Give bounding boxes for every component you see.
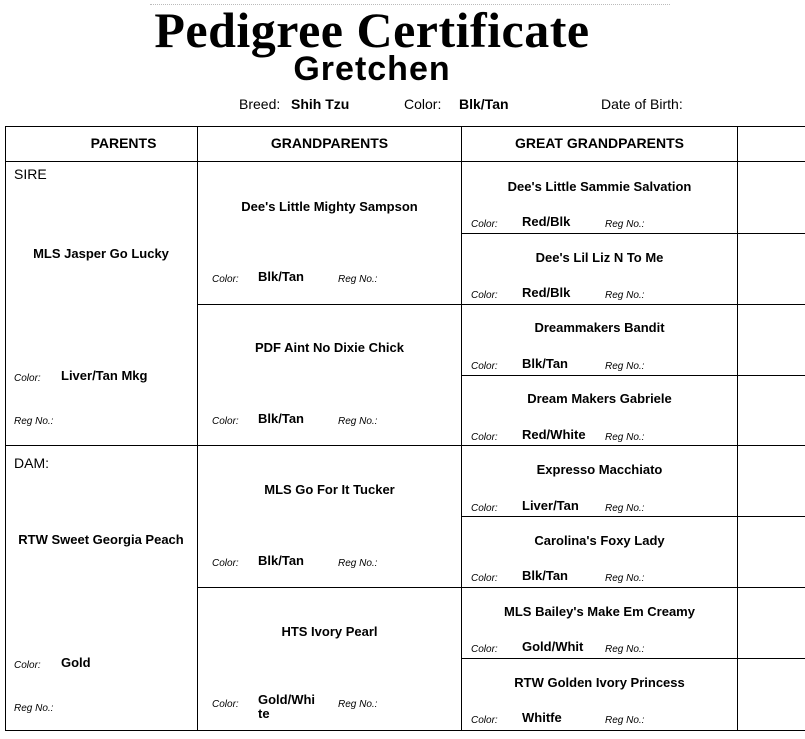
great-grandparent-color-value: Whitfe xyxy=(522,710,562,725)
ggp-divider-2 xyxy=(461,375,805,376)
great-grandparent-name: RTW Golden Ivory Princess xyxy=(514,675,685,690)
great-grandparent-color-value: Blk/Tan xyxy=(522,568,568,583)
great-grandparent-reg-label: Reg No.: xyxy=(605,503,645,514)
pedigree-table xyxy=(5,126,805,731)
great-grandparent-reg-label: Reg No.: xyxy=(605,715,645,726)
great-grandparent-color-value: Red/Blk xyxy=(522,214,571,229)
sire-name: MLS Jasper Go Lucky xyxy=(33,246,169,261)
certificate-title: Pedigree Certificate xyxy=(154,2,590,58)
sire-label: SIRE xyxy=(14,166,47,182)
dam-color-value: Gold xyxy=(61,655,91,670)
great-grandparent-reg-label: Reg No.: xyxy=(605,290,645,301)
great-grandparent-color-value: Red/White xyxy=(522,427,586,442)
col-divider-2 xyxy=(461,126,462,731)
great-grandparent-color-label: Color: xyxy=(471,361,498,372)
grandparent-name: PDF Aint No Dixie Chick xyxy=(254,340,405,355)
grandparent-color-label: Color: xyxy=(212,416,239,427)
col-divider-1 xyxy=(197,126,198,731)
dam-name: RTW Sweet Georgia Peach xyxy=(18,532,184,547)
ggp-divider-1 xyxy=(461,233,805,234)
grandparent-color-value: Gold/Whi te xyxy=(258,692,316,721)
great-grandparent-color-label: Color: xyxy=(471,573,498,584)
great-grandparent-name: Dee's Little Sammie Salvation xyxy=(507,179,692,194)
great-grandparent-color-value: Blk/Tan xyxy=(522,356,568,371)
great-grandparent-color-value: Liver/Tan xyxy=(522,498,579,513)
grandparent-color-value: Blk/Tan xyxy=(258,411,304,426)
table-left-border xyxy=(5,126,6,731)
header-great-grandparents: GREAT GRANDPARENTS xyxy=(514,135,685,151)
grandparent-reg-label: Reg No.: xyxy=(338,699,378,710)
header-parents: PARENTS xyxy=(90,135,157,151)
great-grandparent-reg-label: Reg No.: xyxy=(605,219,645,230)
header-grandparents: GRANDPARENTS xyxy=(270,135,389,151)
great-grandparent-name: MLS Bailey's Make Em Creamy xyxy=(504,604,695,619)
grandparent-name: MLS Go For It Tucker xyxy=(264,482,395,497)
breed-value: Shih Tzu xyxy=(291,96,350,112)
grandparent-color-label: Color: xyxy=(212,699,239,710)
gp-divider-2 xyxy=(197,587,805,588)
dam-label: DAM: xyxy=(14,455,49,471)
great-grandparent-color-value: Gold/Whit xyxy=(522,639,584,654)
great-grandparent-reg-label: Reg No.: xyxy=(605,432,645,443)
great-grandparent-reg-label: Reg No.: xyxy=(605,361,645,372)
great-grandparent-color-label: Color: xyxy=(471,290,498,301)
great-grandparent-name: Dee's Lil Liz N To Me xyxy=(535,250,664,265)
ggp-divider-4 xyxy=(461,658,805,659)
dog-name: Gretchen xyxy=(293,50,451,88)
dam-reg-label: Reg No.: xyxy=(14,703,54,714)
color-label: Color: xyxy=(404,96,442,112)
sire-dam-divider xyxy=(5,445,805,446)
grandparent-color-label: Color: xyxy=(212,274,239,285)
great-grandparent-reg-label: Reg No.: xyxy=(605,644,645,655)
header-bottom-border xyxy=(5,161,805,162)
sire-color-label: Color: xyxy=(14,373,41,384)
grandparent-color-value: Blk/Tan xyxy=(258,269,304,284)
great-grandparent-name: Dreammakers Bandit xyxy=(534,320,665,335)
grandparent-reg-label: Reg No.: xyxy=(338,416,378,427)
great-grandparent-reg-label: Reg No.: xyxy=(605,573,645,584)
color-value: Blk/Tan xyxy=(459,96,509,112)
col-divider-3 xyxy=(737,126,738,731)
grandparent-reg-label: Reg No.: xyxy=(338,274,378,285)
great-grandparent-color-label: Color: xyxy=(471,219,498,230)
great-grandparent-name: Expresso Macchiato xyxy=(536,462,663,477)
great-grandparent-color-value: Red/Blk xyxy=(522,285,571,300)
ggp-divider-3 xyxy=(461,516,805,517)
great-grandparent-name: Dream Makers Gabriele xyxy=(527,391,672,406)
gp-divider-1 xyxy=(197,304,805,305)
dam-color-label: Color: xyxy=(14,660,41,671)
breed-label: Breed: xyxy=(239,96,281,112)
sire-color-value: Liver/Tan Mkg xyxy=(61,368,148,383)
dob-label: Date of Birth: xyxy=(601,96,683,112)
table-bottom-border xyxy=(5,730,805,731)
great-grandparent-color-label: Color: xyxy=(471,715,498,726)
grandparent-reg-label: Reg No.: xyxy=(338,558,378,569)
grandparent-color-value: Blk/Tan xyxy=(258,553,304,568)
grandparent-color-label: Color: xyxy=(212,558,239,569)
great-grandparent-color-label: Color: xyxy=(471,644,498,655)
sire-reg-label: Reg No.: xyxy=(14,416,54,427)
great-grandparent-color-label: Color: xyxy=(471,432,498,443)
great-grandparent-color-label: Color: xyxy=(471,503,498,514)
great-grandparent-name: Carolina's Foxy Lady xyxy=(534,533,665,548)
grandparent-name: HTS Ivory Pearl xyxy=(281,624,378,639)
grandparent-name: Dee's Little Mighty Sampson xyxy=(241,199,418,214)
